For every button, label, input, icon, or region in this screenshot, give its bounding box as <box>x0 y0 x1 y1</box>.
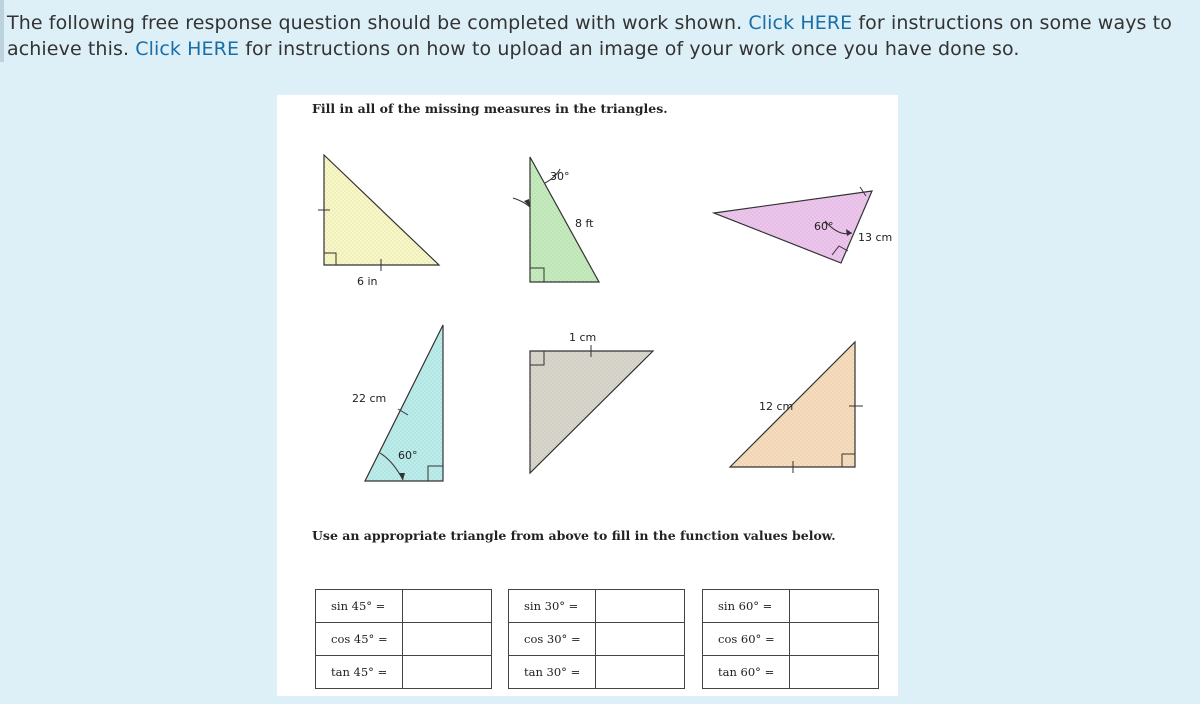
instructions-link-upload[interactable]: Click HERE <box>135 38 240 60</box>
t1-side-label: 6 in <box>357 275 378 288</box>
instructions-link-help[interactable]: Click HERE <box>748 12 853 34</box>
worksheet-prompt-function-values: Use an appropriate triangle from above to fill in the function values below. <box>312 528 836 543</box>
instructions-text <box>7 10 1187 62</box>
triangle-6 <box>730 342 863 473</box>
instructions-part-2: for instructions on some ways to achieve this. <box>7 12 1172 60</box>
triangle-4 <box>352 325 443 481</box>
tan-60-label: tan 60° = <box>703 656 790 689</box>
t3-angle-label: 60° <box>814 220 834 233</box>
triangle-2 <box>513 157 599 282</box>
table-row <box>316 656 492 689</box>
triangle-3 <box>714 187 892 263</box>
worksheet-prompt-measures: Fill in all of the missing measures in the triangles. <box>312 101 668 116</box>
instructions-part-1: The following free response question should be completed with work shown. <box>7 12 743 34</box>
left-border <box>0 0 4 62</box>
t2-side-label: 8 ft <box>575 217 594 230</box>
worksheet-image <box>277 95 898 696</box>
table-row <box>509 656 685 689</box>
table-60-deg <box>702 589 879 689</box>
sin-60-label: sin 60° = <box>703 590 790 623</box>
t6-side-label: 12 cm <box>759 400 794 413</box>
table-row <box>316 623 492 656</box>
cos-30-answer[interactable] <box>596 623 685 656</box>
sin-45-answer[interactable] <box>403 590 492 623</box>
sin-30-label: sin 30° = <box>509 590 596 623</box>
cos-30-label: cos 30° = <box>509 623 596 656</box>
triangle-1 <box>318 155 439 288</box>
t5-side-label: 1 cm <box>569 331 597 344</box>
cos-45-answer[interactable] <box>403 623 492 656</box>
table-row <box>703 590 879 623</box>
cos-60-answer[interactable] <box>790 623 879 656</box>
tan-60-answer[interactable] <box>790 656 879 689</box>
table-row <box>703 656 879 689</box>
table-row <box>509 623 685 656</box>
triangle-5 <box>530 331 653 473</box>
table-row <box>509 590 685 623</box>
instructions-part-3: for instructions on how to upload an image of your work once you have done so. <box>245 38 1020 60</box>
tan-45-label: tan 45° = <box>316 656 403 689</box>
cos-60-label: cos 60° = <box>703 623 790 656</box>
table-row <box>703 623 879 656</box>
t2-angle-label: 30° <box>550 170 570 183</box>
cos-45-label: cos 45° = <box>316 623 403 656</box>
table-row <box>316 590 492 623</box>
tan-45-answer[interactable] <box>403 656 492 689</box>
t4-angle-label: 60° <box>398 449 418 462</box>
table-45-deg <box>315 589 492 689</box>
t4-side-label: 22 cm <box>352 392 387 405</box>
sin-45-label: sin 45° = <box>316 590 403 623</box>
table-30-deg <box>508 589 685 689</box>
t3-side-label: 13 cm <box>858 231 893 244</box>
tan-30-label: tan 30° = <box>509 656 596 689</box>
sin-60-answer[interactable] <box>790 590 879 623</box>
tan-30-answer[interactable] <box>596 656 685 689</box>
sin-30-answer[interactable] <box>596 590 685 623</box>
